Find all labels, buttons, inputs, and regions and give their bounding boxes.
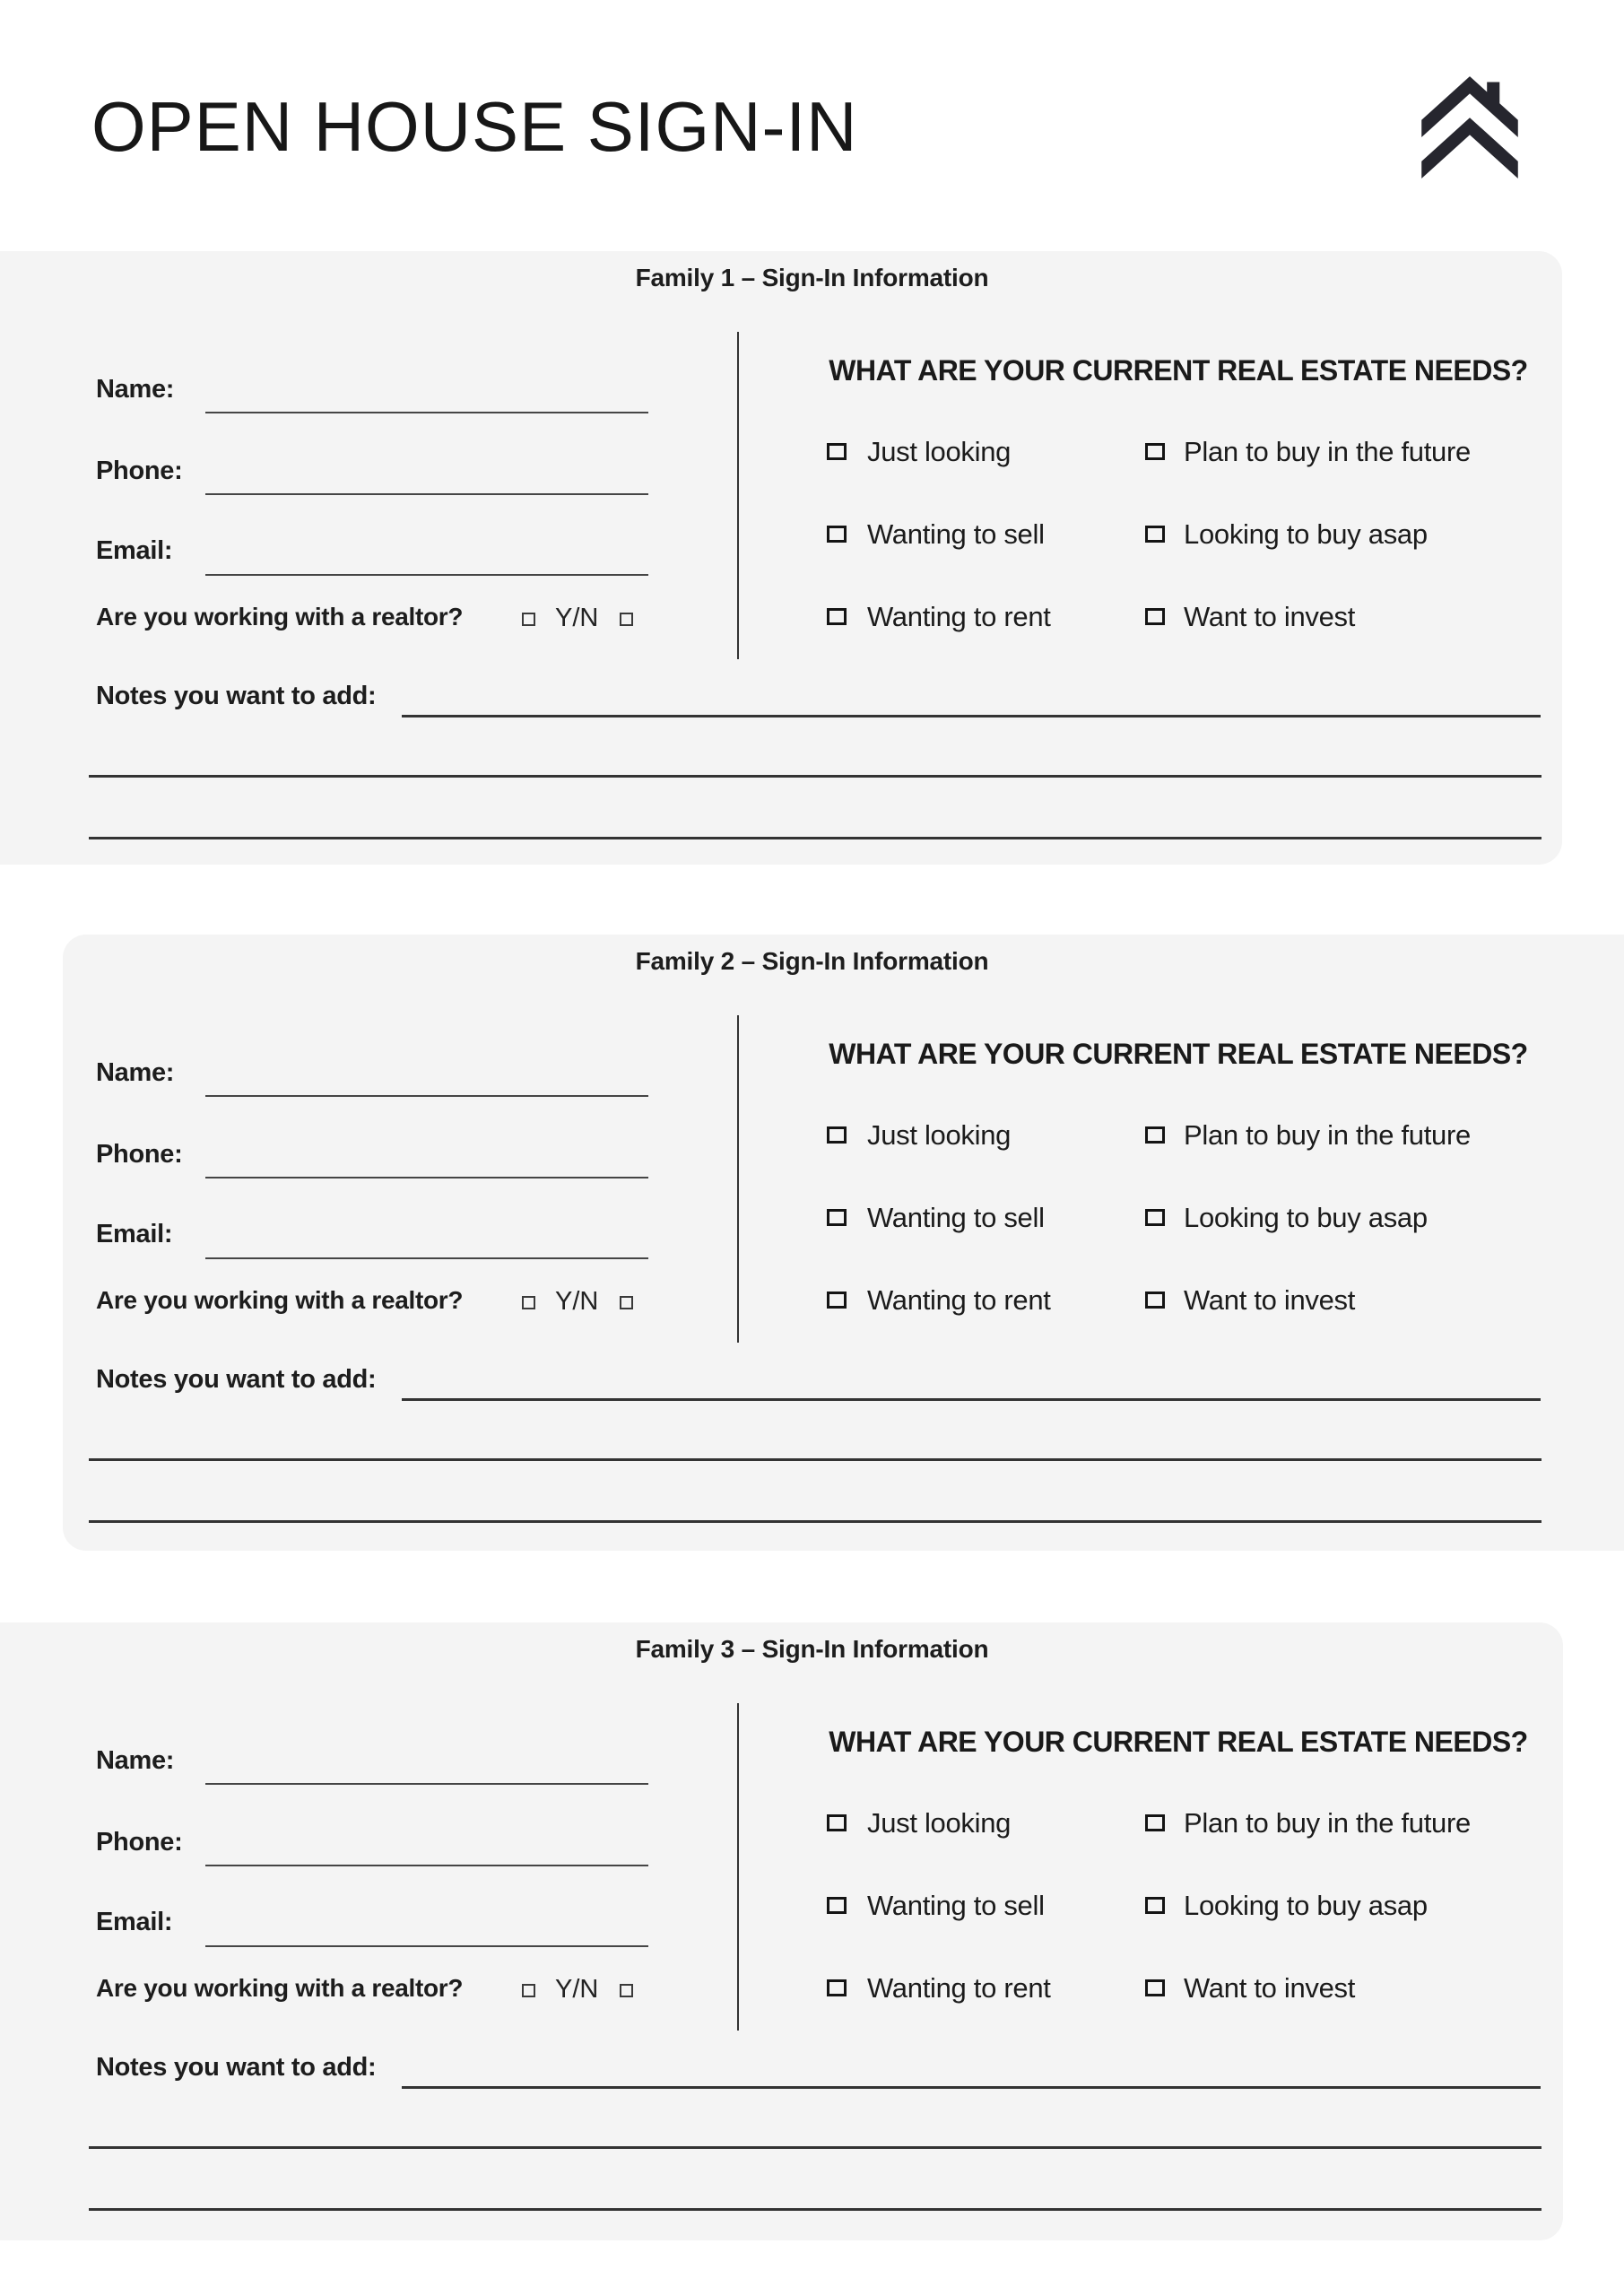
need-option-label: Wanting to sell	[867, 1890, 1045, 1921]
phone-label: Phone:	[96, 1140, 183, 1169]
checkbox-just-looking[interactable]	[827, 443, 847, 460]
vertical-divider	[737, 1015, 739, 1343]
name-label: Name:	[96, 1746, 175, 1775]
section-title: Family 3 – Sign-In Information	[635, 1635, 989, 1663]
checkbox-wanting-to-sell[interactable]	[827, 1897, 847, 1914]
notes-input-line[interactable]	[89, 2146, 1541, 2149]
roof-chevron-logo-icon	[1412, 74, 1527, 185]
vertical-divider	[737, 1703, 739, 2031]
checkbox-want-to-invest[interactable]	[1145, 1979, 1165, 1996]
name-input-line[interactable]	[205, 1095, 648, 1097]
notes-label: Notes you want to add:	[96, 2053, 377, 2082]
need-option-label: Just looking	[867, 1807, 1012, 1839]
need-option-label: Wanting to rent	[867, 1284, 1051, 1316]
realtor-question-label: Are you working with a realtor?	[96, 1974, 464, 2002]
email-label: Email:	[96, 1908, 173, 1936]
notes-input-line[interactable]	[402, 1398, 1541, 1401]
realtor-question-label: Are you working with a realtor?	[96, 1286, 464, 1314]
name-input-line[interactable]	[205, 412, 648, 413]
checkbox-realtor-no[interactable]	[620, 1296, 633, 1309]
checkbox-plan-to-buy-future[interactable]	[1145, 1126, 1165, 1144]
notes-label: Notes you want to add:	[96, 1365, 377, 1394]
checkbox-wanting-to-sell[interactable]	[827, 1209, 847, 1226]
checkbox-looking-to-buy-asap[interactable]	[1145, 1209, 1165, 1226]
needs-header: WHAT ARE YOUR CURRENT REAL ESTATE NEEDS?	[829, 1038, 1528, 1070]
checkbox-want-to-invest[interactable]	[1145, 1292, 1165, 1309]
need-option-label: Wanting to sell	[867, 518, 1045, 550]
need-option-label: Looking to buy asap	[1184, 518, 1428, 550]
needs-header: WHAT ARE YOUR CURRENT REAL ESTATE NEEDS?	[829, 1726, 1528, 1758]
email-input-line[interactable]	[205, 1945, 648, 1947]
section-title: Family 1 – Sign-In Information	[635, 264, 989, 291]
phone-input-line[interactable]	[205, 493, 648, 495]
checkbox-wanting-to-rent[interactable]	[827, 608, 847, 625]
needs-header: WHAT ARE YOUR CURRENT REAL ESTATE NEEDS?	[829, 354, 1528, 387]
notes-input-line[interactable]	[89, 837, 1541, 839]
checkbox-realtor-yes[interactable]	[522, 1984, 535, 1997]
checkbox-realtor-no[interactable]	[620, 1984, 633, 1997]
notes-input-line[interactable]	[89, 775, 1541, 778]
need-option-label: Want to invest	[1184, 1972, 1356, 2004]
notes-input-line[interactable]	[402, 715, 1541, 718]
notes-input-line[interactable]	[89, 2208, 1541, 2211]
phone-label: Phone:	[96, 457, 183, 485]
need-option-label: Looking to buy asap	[1184, 1202, 1428, 1233]
phone-label: Phone:	[96, 1828, 183, 1857]
need-option-label: Plan to buy in the future	[1184, 1119, 1471, 1151]
checkbox-looking-to-buy-asap[interactable]	[1145, 1897, 1165, 1914]
need-option-label: Just looking	[867, 1119, 1012, 1151]
need-option-label: Want to invest	[1184, 601, 1356, 632]
notes-label: Notes you want to add:	[96, 682, 377, 710]
need-option-label: Wanting to rent	[867, 1972, 1051, 2004]
family-1-card	[0, 251, 1562, 865]
checkbox-realtor-yes[interactable]	[522, 613, 535, 626]
yn-label: Y/N	[555, 1975, 599, 2004]
name-label: Name:	[96, 1058, 175, 1087]
realtor-question-label: Are you working with a realtor?	[96, 603, 464, 631]
email-input-line[interactable]	[205, 574, 648, 576]
name-input-line[interactable]	[205, 1783, 648, 1785]
family-1-section	[0, 251, 1624, 870]
checkbox-realtor-yes[interactable]	[522, 1296, 535, 1309]
checkbox-wanting-to-rent[interactable]	[827, 1292, 847, 1309]
need-option-label: Plan to buy in the future	[1184, 436, 1471, 467]
email-label: Email:	[96, 536, 173, 565]
need-option-label: Just looking	[867, 436, 1012, 467]
phone-input-line[interactable]	[205, 1865, 648, 1866]
checkbox-just-looking[interactable]	[827, 1126, 847, 1144]
yn-label: Y/N	[555, 604, 599, 632]
checkbox-looking-to-buy-asap[interactable]	[1145, 526, 1165, 543]
need-option-label: Wanting to sell	[867, 1202, 1045, 1233]
checkbox-plan-to-buy-future[interactable]	[1145, 1814, 1165, 1831]
email-label: Email:	[96, 1220, 173, 1248]
family-3-section	[0, 1622, 1624, 2241]
yn-label: Y/N	[555, 1287, 599, 1316]
checkbox-realtor-no[interactable]	[620, 613, 633, 626]
email-input-line[interactable]	[205, 1257, 648, 1259]
checkbox-plan-to-buy-future[interactable]	[1145, 443, 1165, 460]
name-label: Name:	[96, 375, 175, 404]
checkbox-just-looking[interactable]	[827, 1814, 847, 1831]
section-title: Family 2 – Sign-In Information	[635, 947, 989, 975]
notes-input-line[interactable]	[402, 2086, 1541, 2089]
notes-input-line[interactable]	[89, 1458, 1541, 1461]
family-2-section	[0, 935, 1624, 1553]
vertical-divider	[737, 332, 739, 659]
need-option-label: Want to invest	[1184, 1284, 1356, 1316]
need-option-label: Wanting to rent	[867, 601, 1051, 632]
checkbox-want-to-invest[interactable]	[1145, 608, 1165, 625]
need-option-label: Looking to buy asap	[1184, 1890, 1428, 1921]
phone-input-line[interactable]	[205, 1177, 648, 1178]
need-option-label: Plan to buy in the future	[1184, 1807, 1471, 1839]
checkbox-wanting-to-rent[interactable]	[827, 1979, 847, 1996]
notes-input-line[interactable]	[89, 1520, 1541, 1523]
page-title: OPEN HOUSE SIGN-IN	[91, 87, 858, 166]
checkbox-wanting-to-sell[interactable]	[827, 526, 847, 543]
